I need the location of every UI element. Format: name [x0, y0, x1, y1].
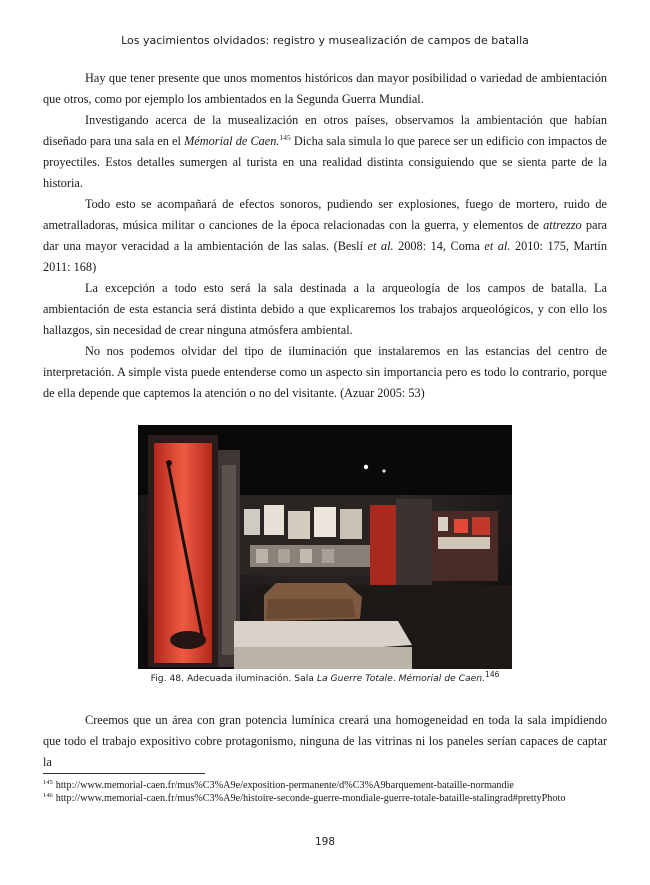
exhibition-photo-illustration — [138, 425, 512, 669]
paragraph-3 — [43, 194, 607, 278]
ceiling-spotlight-1 — [364, 465, 368, 469]
attrezzo-term: attrezzo — [543, 218, 582, 232]
caption-room-name: La Guerre Totale — [316, 673, 393, 684]
footnote-ref-146[interactable]: 146 — [485, 669, 500, 679]
main-text — [43, 68, 607, 404]
caption-museum-name: Mémorial de Caen. — [398, 673, 486, 684]
paragraph-3-text-a: Todo esto se acompañará de efectos sonoros, pudiendo ser explosiones, fuego de mortero, ruido de ametralladoras, música militar o canciones de la época relacionadas con la guerra, y elementos de — [43, 197, 607, 232]
paragraph-3-text-e: 2008: 14, Coma — [393, 239, 485, 253]
paragraph-2 — [43, 110, 607, 194]
paragraph-4: La excepción a todo esto será la sala destinada a la arqueología de los campos de batalla. La ambientación de esta estancia será distinta debido a que explicaremos los trabajos arqueológicos, y con ello los hallazgos, sin necesidad de crear ninguna atmósfera ambiental. — [43, 281, 607, 337]
footnote-ref-145[interactable]: 145 — [279, 132, 291, 142]
red-showcase — [154, 443, 212, 663]
footnote-url[interactable]: http://www.memorial-caen.fr/mus%C3%A9e/histoire-seconde-guerre-mondiale-guerre-totale-bataille-stalingrad#prettyPhoto — [55, 793, 566, 804]
memorial-caen-title: Mémorial de Caen. — [184, 134, 280, 148]
footnote-number: 145 — [43, 778, 53, 786]
exhibition-photo — [138, 425, 512, 669]
et-al-1: et al. — [367, 239, 394, 253]
pillar — [396, 499, 432, 597]
footnotes — [43, 779, 607, 805]
poster-1 — [244, 509, 260, 535]
paragraph-1: Hay que tener presente que unos momentos históricos dan mayor posibilidad o variedad de ambientación que otros, como por ejemplo los ambientados en la Segunda Guerra Mundial. — [43, 71, 607, 106]
running-header: Los yacimientos olvidados: registro y musealización de campos de batalla — [121, 34, 529, 47]
paragraph-6: Creemos que un área con gran potencia lumínica creará una homogeneidad en toda la sala impidiendo que todo el trabajo expositivo cobre protagonismo, ninguna de las vitrinas ni los paneles serían capaces de captar la — [43, 713, 607, 769]
et-al-2: et al. — [484, 239, 511, 253]
continuation-text — [43, 710, 607, 773]
page-number: 198 — [314, 836, 336, 848]
poster-2 — [264, 505, 284, 535]
paragraph-3-text-g: 2010: 175, Martín 2011: 168) — [43, 239, 607, 274]
poster-3 — [288, 511, 310, 539]
paragraph-5: No nos podemos olvidar del tipo de iluminación que instalaremos en las estancias del centro de interpretación. A simple vista puede entenderse como un aspecto sin importancia pero es todo lo contrario, porque de ella depende que captemos la atención o no del visitante. (Azuar 2005: 53) — [43, 344, 607, 400]
footnote-url[interactable]: http://www.memorial-caen.fr/mus%C3%A9e/exposition-permanente/d%C3%A9barquement-bataille-normandie — [55, 780, 514, 791]
paragraph-2-text-a: Investigando acerca de la musealización en otros países, observamos la ambientación que habían diseñado para una sala en el — [43, 113, 607, 148]
caption-prefix: Fig. 48. Adecuada iluminación. Sala — [150, 673, 317, 684]
right-red-panel — [370, 505, 396, 585]
paragraph-3-text-c: para dar una mayor veracidad a la ambientación de las salas. (Beslí — [43, 218, 608, 253]
caption-separator: . — [392, 673, 399, 684]
ceiling-spotlight-2 — [382, 469, 385, 472]
poster-4 — [314, 507, 336, 537]
footnote-145 — [43, 779, 607, 792]
figure-caption — [0, 669, 650, 684]
footnote-separator — [43, 773, 205, 774]
footnote-number: 146 — [43, 791, 53, 799]
paragraph-2-text-c: Dicha sala simula lo que parece ser un edificio con impactos de proyectiles. Estos detalles sumergen al turista en una realidad distinta consiguiendo que se sienta parte de la historia. — [43, 134, 607, 190]
footnote-146 — [43, 792, 607, 805]
poster-5 — [340, 509, 362, 539]
